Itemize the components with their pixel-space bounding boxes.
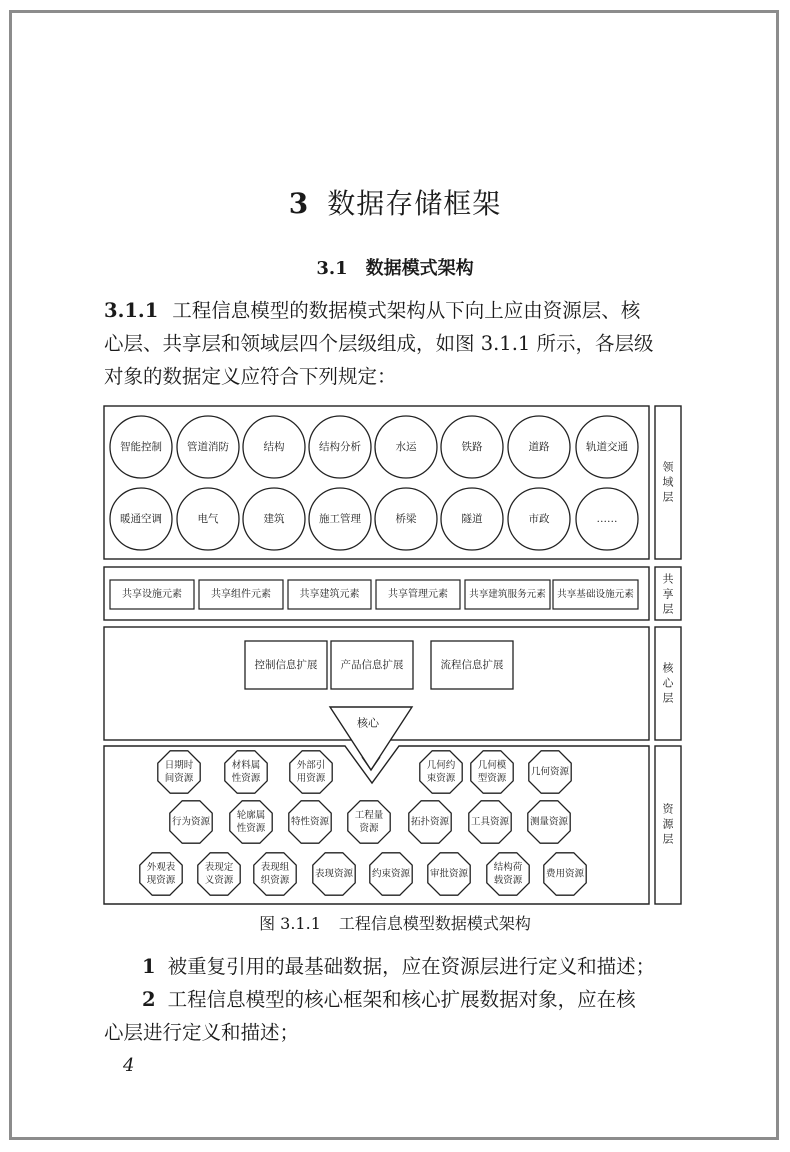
- item-2-number: 2: [142, 988, 156, 1011]
- core-extension-box: [245, 641, 327, 689]
- domain-circle-label: 智能控制: [120, 441, 162, 453]
- clause-line-1: 工程信息模型的数据模式架构从下向上应由资源层、核: [172, 299, 641, 322]
- shared-element-label: 共享组件元素: [211, 589, 271, 600]
- domain-circle: [177, 416, 239, 478]
- domain-circle-label: 隧道: [461, 513, 483, 525]
- resource-octagon: [230, 801, 272, 843]
- resource-layer-label-char: 源: [662, 817, 674, 831]
- domain-circle: [576, 488, 638, 550]
- shared-element-label: 共享基础设施元素: [557, 589, 634, 600]
- resource-octagon: [528, 801, 570, 843]
- resource-octagon-label: 轮廓属: [236, 810, 266, 821]
- domain-circle-label: 建筑: [263, 513, 285, 525]
- core-extension-box: [431, 641, 513, 689]
- domain-layer-label-char: 层: [662, 490, 674, 504]
- resource-octagon-shape: [487, 853, 529, 895]
- shared-layer-label-char: 享: [662, 587, 674, 601]
- domain-circle: [110, 416, 172, 478]
- shared-layer-label: [663, 572, 674, 616]
- domain-circle: [375, 488, 437, 550]
- resource-octagon-label: 性资源: [236, 823, 266, 834]
- item-1-text: 被重复引用的最基础数据，应在资源层进行定义和描述；: [167, 955, 656, 978]
- resource-octagon-label: 约束资源: [371, 868, 411, 880]
- shared-element-box: [199, 580, 283, 609]
- domain-circle: [309, 416, 371, 478]
- resource-octagon-label: 材料属: [231, 760, 261, 771]
- domain-circle-label: 道路: [528, 441, 550, 453]
- resource-octagon: [313, 853, 355, 895]
- resource-octagon-shape: [225, 751, 267, 793]
- resource-octagon-label: 资源: [359, 823, 379, 834]
- resource-octagon: [469, 801, 511, 843]
- shared-element-box: [465, 580, 550, 609]
- section-number: 3.1: [316, 258, 348, 279]
- domain-circle-label: 市政: [528, 513, 550, 525]
- page-number: 4: [123, 1055, 135, 1076]
- resource-octagon-label: 外部引: [296, 760, 326, 771]
- resource-octagon-label: 义资源: [204, 875, 234, 886]
- resource-octagon: [289, 801, 331, 843]
- resource-octagon-label: 几何模: [477, 760, 507, 771]
- domain-circle: [177, 488, 239, 550]
- resource-octagon-shape: [158, 751, 200, 793]
- resource-octagon-label: 费用资源: [545, 868, 585, 880]
- resource-octagon: [158, 751, 200, 793]
- resource-octagon: [428, 853, 470, 895]
- resource-octagon-label: 用资源: [296, 773, 326, 784]
- core-layer-label-char: 心: [662, 676, 674, 690]
- clause-line-2: 心层、共享层和领域层四个层级组成，如图 3.1.1 所示，各层级: [104, 332, 654, 355]
- core-extension-box: [331, 641, 413, 689]
- domain-circle-label: 管道消防: [187, 441, 229, 453]
- domain-layer-label: [663, 460, 675, 504]
- figure-caption: [0, 911, 790, 934]
- chapter-number: 3: [288, 187, 310, 220]
- resource-octagon-label: 日期时: [164, 760, 194, 771]
- resource-layer-label: [663, 802, 675, 846]
- shared-element-label: 共享建筑元素: [299, 589, 360, 600]
- resource-octagon: [471, 751, 513, 793]
- shared-element-label: 共享管理元素: [388, 589, 448, 600]
- resource-octagon-label: 束资源: [426, 773, 456, 784]
- resource-octagon-label: 表现定: [204, 862, 234, 873]
- domain-circle-label: 电气: [197, 513, 219, 525]
- core-layer-label-char: 层: [662, 691, 674, 705]
- item-2-text: 工程信息模型的核心框架和核心扩展数据对象，应在核: [167, 988, 636, 1011]
- domain-circle: [243, 416, 305, 478]
- shared-element-box: [553, 580, 638, 609]
- resource-octagon-label: 外观表: [146, 862, 176, 873]
- resource-layer-label-char: 资: [662, 802, 674, 816]
- shared-layer-label-char: 层: [662, 602, 674, 616]
- domain-circle: [309, 488, 371, 550]
- shared-element-box: [376, 580, 460, 609]
- resource-layer-label-char: 层: [662, 832, 674, 846]
- resource-octagon-shape: [198, 853, 240, 895]
- resource-octagon-shape: [140, 853, 182, 895]
- resource-octagon-label: 几何资源: [530, 766, 570, 778]
- shared-element-label: 共享建筑服务元素: [469, 589, 546, 600]
- resource-octagon-shape: [290, 751, 332, 793]
- resource-octagon-label: 表现资源: [314, 868, 354, 880]
- core-kernel-label: 核心: [357, 716, 379, 730]
- item-1-number: 1: [142, 955, 156, 978]
- resource-octagon: [140, 853, 182, 895]
- clause-line-3: 对象的数据定义应符合下列规定：: [104, 365, 397, 388]
- domain-circle-label: 铁路: [461, 441, 483, 453]
- domain-circle-label: 暖通空调: [120, 513, 162, 525]
- domain-circle-label: 桥梁: [395, 513, 417, 525]
- domain-circle: [375, 416, 437, 478]
- chapter-title-text: 数据存储框架: [327, 187, 502, 220]
- core-layer-label: [663, 661, 675, 705]
- resource-octagon-shape: [420, 751, 462, 793]
- resource-octagon-shape: [230, 801, 272, 843]
- domain-layer-label-char: 领: [662, 460, 674, 474]
- domain-circle-label: 结构: [263, 441, 285, 453]
- resource-octagon-label: 审批资源: [429, 868, 469, 880]
- domain-circle-label: 施工管理: [319, 513, 361, 525]
- resource-octagon: [254, 853, 296, 895]
- resource-octagon: [225, 751, 267, 793]
- domain-circle-label: ……: [596, 513, 618, 525]
- resource-octagon-label: 载资源: [493, 875, 523, 886]
- domain-circle: [110, 488, 172, 550]
- domain-circle: [441, 488, 503, 550]
- core-extension-label: 控制信息扩展: [254, 659, 318, 671]
- resource-octagon-label: 现资源: [146, 875, 176, 886]
- domain-circle-label: 水运: [395, 441, 417, 453]
- resource-octagon: [544, 853, 586, 895]
- resource-octagon-label: 几何约: [426, 760, 456, 771]
- item-2-text-cont: 心层进行定义和描述；: [104, 1021, 300, 1044]
- domain-circle: [441, 416, 503, 478]
- core-extension-label: 流程信息扩展: [440, 659, 504, 671]
- resource-octagon: [487, 853, 529, 895]
- domain-circle: [508, 416, 570, 478]
- domain-circle: [243, 488, 305, 550]
- resource-octagon-label: 工程量: [354, 810, 384, 821]
- figure-number: 图 3.1.1: [259, 914, 321, 933]
- resource-octagon-label: 性资源: [231, 773, 261, 784]
- domain-circle: [508, 488, 570, 550]
- resource-octagon-shape: [348, 801, 390, 843]
- shared-element-label: 共享设施元素: [122, 589, 182, 600]
- resource-octagon: [348, 801, 390, 843]
- resource-octagon-label: 间资源: [164, 773, 194, 784]
- core-layer-label-char: 核: [662, 661, 674, 675]
- resource-octagon-label: 织资源: [260, 875, 290, 886]
- domain-circle-label: 结构分析: [319, 441, 361, 453]
- resource-octagon-label: 表现组: [260, 862, 290, 873]
- resource-octagon-label: 结构荷: [493, 862, 523, 873]
- resource-octagon: [370, 853, 412, 895]
- resource-octagon-label: 拓扑资源: [410, 816, 450, 828]
- resource-octagon: [529, 751, 571, 793]
- domain-layer-label-char: 域: [662, 475, 674, 489]
- figure-title: 工程信息模型数据模式架构: [338, 914, 531, 933]
- resource-octagon: [290, 751, 332, 793]
- shared-layer-label-char: 共: [662, 572, 674, 586]
- resource-octagon: [170, 801, 212, 843]
- shared-element-box: [110, 580, 194, 609]
- resource-octagon: [409, 801, 451, 843]
- resource-octagon-label: 测量资源: [529, 816, 569, 828]
- domain-circle: [576, 416, 638, 478]
- clause-number: 3.1.1: [104, 299, 159, 322]
- shared-element-box: [288, 580, 371, 609]
- resource-octagon-label: 工具资源: [470, 816, 510, 828]
- resource-octagon-shape: [471, 751, 513, 793]
- resource-octagon-label: 型资源: [477, 773, 507, 784]
- domain-circle-label: 轨道交通: [586, 441, 628, 453]
- core-extension-label: 产品信息扩展: [340, 659, 404, 671]
- resource-octagon-shape: [254, 853, 296, 895]
- section-title-text: 数据模式架构: [365, 258, 474, 279]
- resource-octagon: [198, 853, 240, 895]
- resource-octagon: [420, 751, 462, 793]
- resource-octagon-label: 行为资源: [171, 816, 211, 828]
- resource-octagon-label: 特性资源: [290, 816, 330, 828]
